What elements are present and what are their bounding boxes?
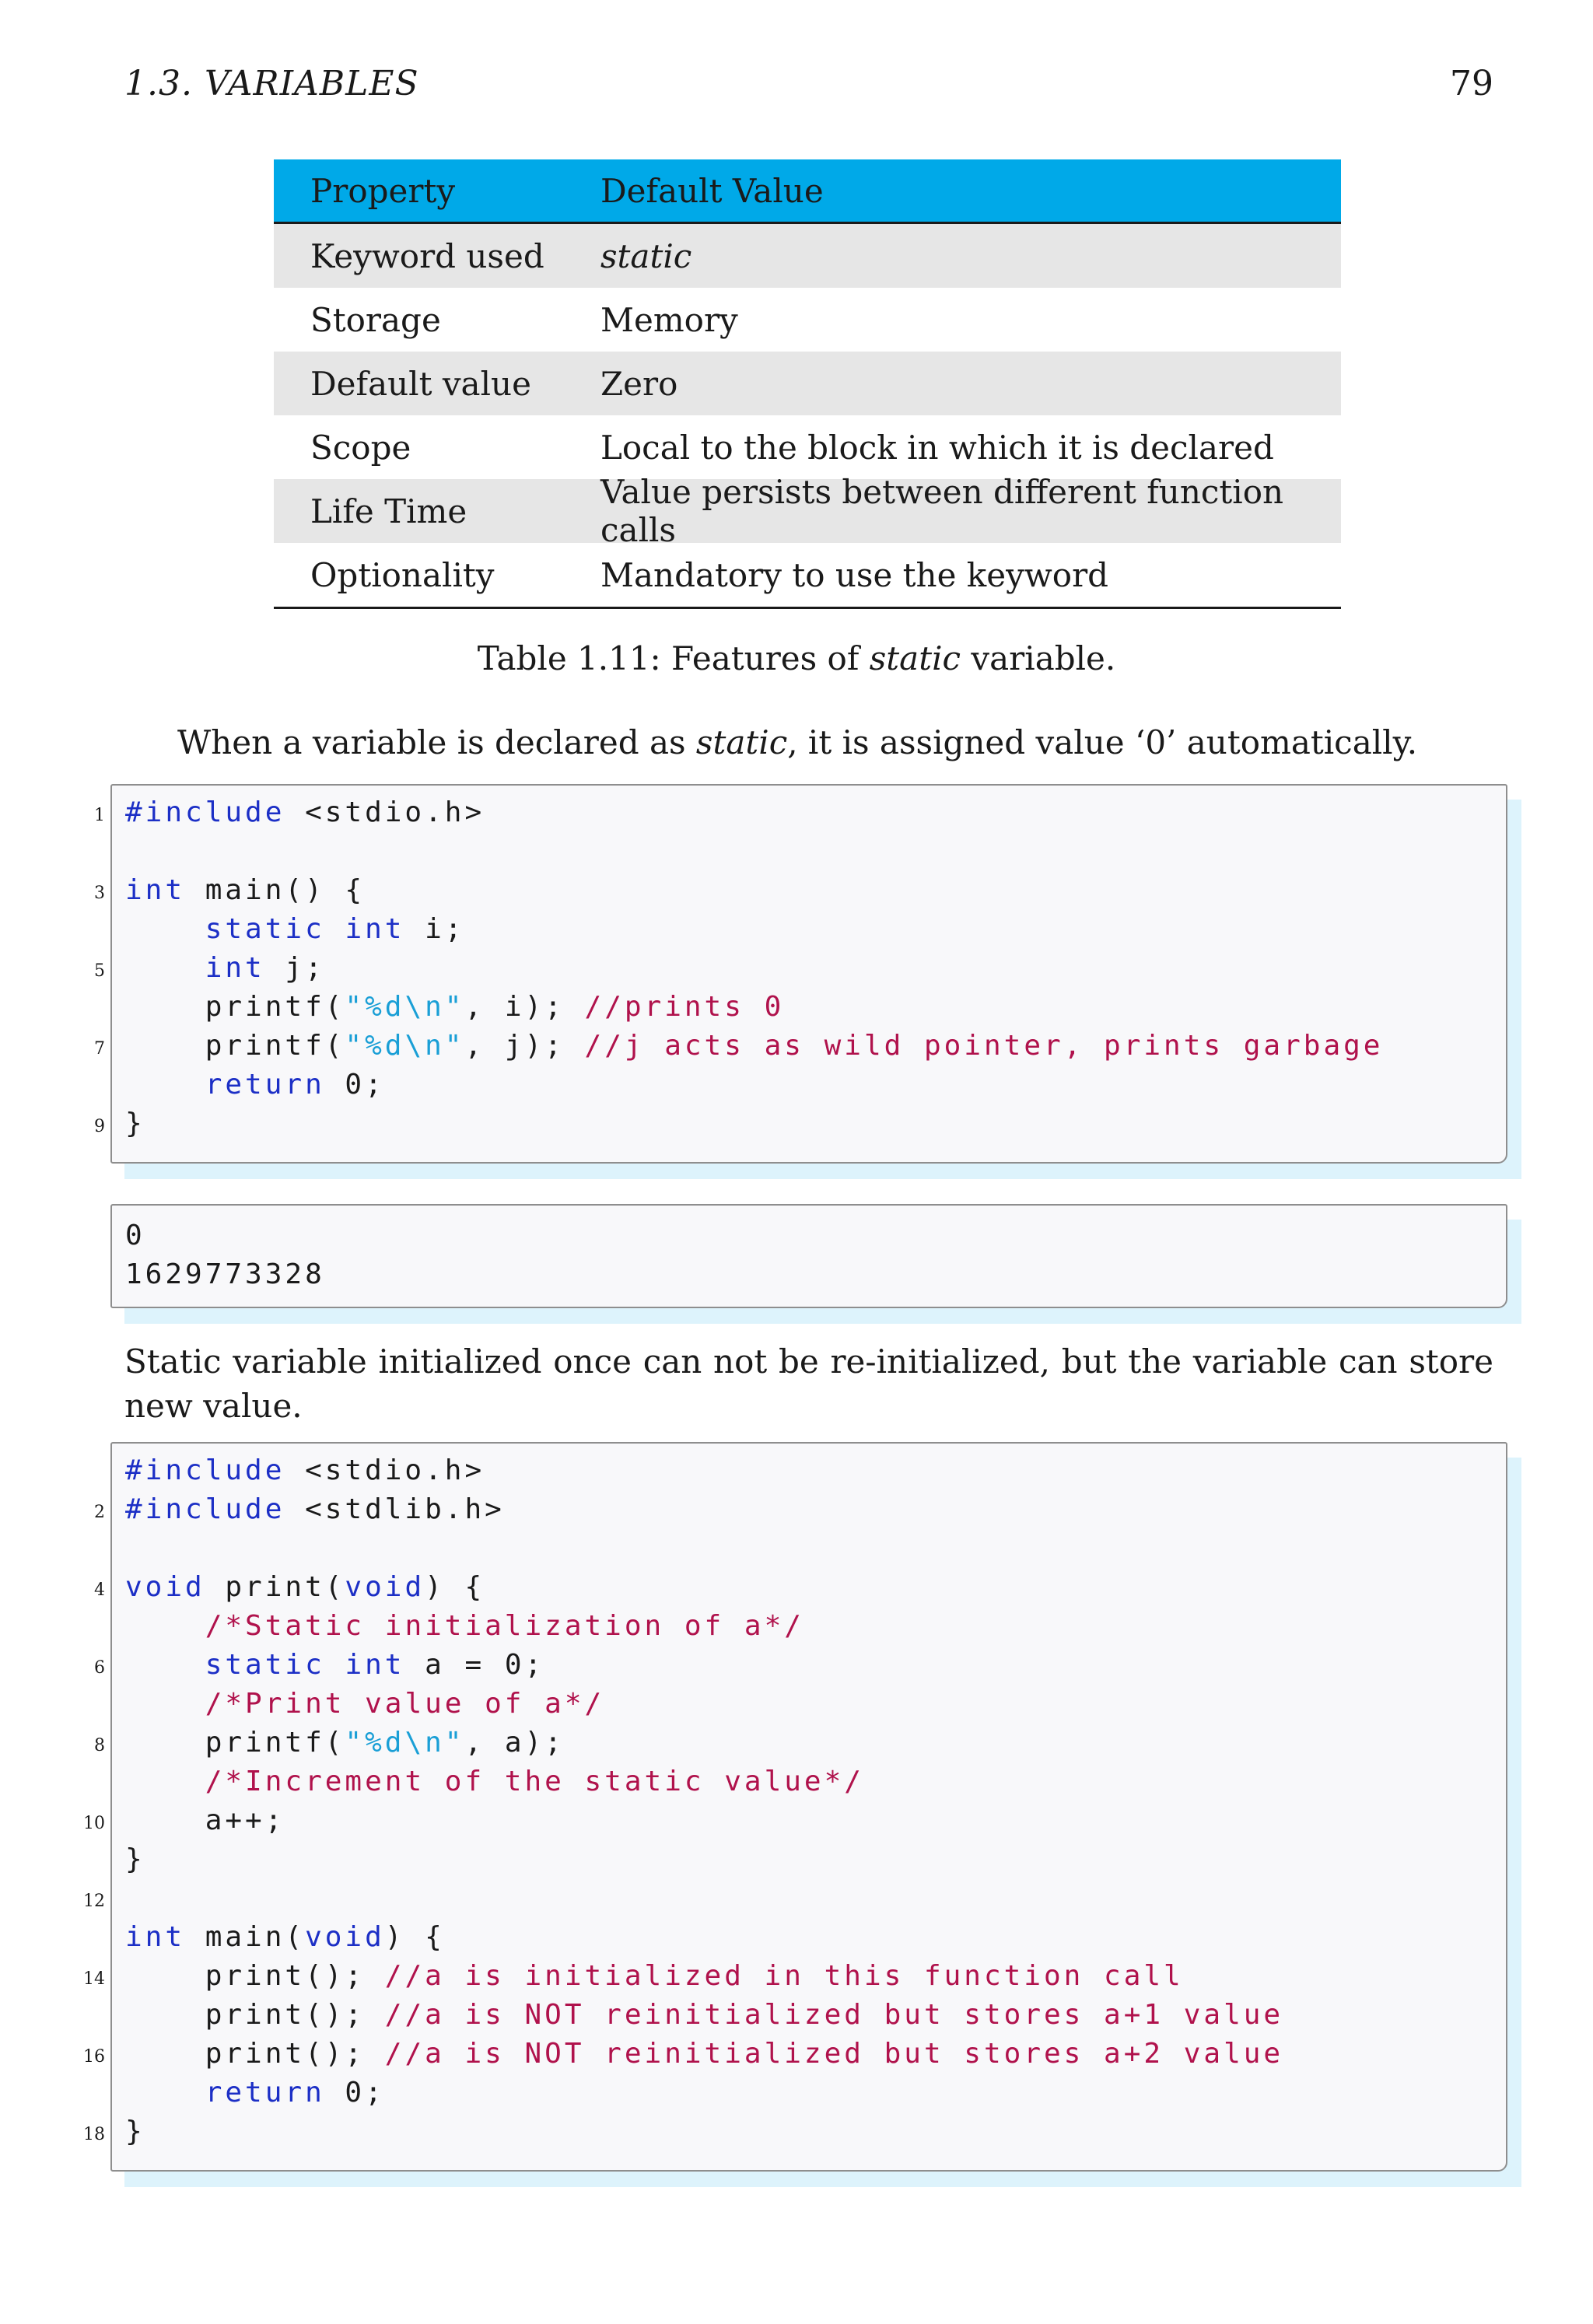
static-properties-table xyxy=(274,159,1341,609)
code-text xyxy=(125,952,205,984)
code-line xyxy=(125,1571,485,1603)
code-text xyxy=(125,1069,205,1101)
table-cell-property: Life Time xyxy=(310,492,467,530)
code-text: , a); xyxy=(464,1727,565,1759)
code-comment: //prints 0 xyxy=(584,991,785,1023)
code-text: print( xyxy=(205,1571,345,1603)
code-line xyxy=(125,1804,285,1836)
code-line xyxy=(125,2116,145,2147)
code-line xyxy=(125,1493,505,1525)
code-text: main() { xyxy=(185,874,366,906)
line-number: 1 xyxy=(94,806,105,825)
code-keyword: void xyxy=(305,1921,385,1953)
table-cell-value: static xyxy=(600,236,692,275)
code-comment: /*Print value of a*/ xyxy=(205,1688,605,1720)
paragraph-text-end: , it is assigned value ‘0’ automatically. xyxy=(787,723,1418,761)
caption-text-end: variable. xyxy=(961,639,1116,677)
code-line xyxy=(125,1108,145,1139)
code-line xyxy=(125,1999,1283,2031)
caption-italic-term: static xyxy=(869,639,961,677)
code-text: main( xyxy=(185,1921,306,1953)
table-cell-value: Value persists between different function calls xyxy=(600,473,1284,549)
code-keyword: int xyxy=(345,1649,405,1681)
code-line xyxy=(125,1766,864,1797)
code-text: print(); xyxy=(125,1960,385,1992)
table-cell-property: Scope xyxy=(310,428,411,467)
table-row xyxy=(274,224,1341,288)
line-number: 18 xyxy=(83,2125,105,2144)
code-text: , j); xyxy=(464,1030,585,1062)
line-number: 4 xyxy=(94,1580,105,1600)
table-row xyxy=(274,352,1341,415)
code-line xyxy=(125,1610,804,1642)
code-line xyxy=(125,1727,565,1759)
code-text: a = 0; xyxy=(404,1649,545,1681)
code-text: j; xyxy=(264,952,325,984)
output-line: 1629773328 xyxy=(125,1258,325,1290)
code-text: printf( xyxy=(125,991,345,1023)
code-text: 0; xyxy=(324,1069,385,1101)
page-number: 79 xyxy=(1450,64,1493,103)
code-comment: //a is NOT reinitialized but stores a+2 value xyxy=(384,2038,1284,2070)
code-keyword: static xyxy=(205,913,325,945)
code-line xyxy=(125,874,365,906)
code-text xyxy=(125,1610,205,1642)
code-keyword: #include xyxy=(125,1493,285,1525)
code-text: ) { xyxy=(384,1921,445,1953)
code-line xyxy=(125,2077,385,2109)
column-header-default-value: Default Value xyxy=(600,171,824,210)
code-line xyxy=(125,952,325,984)
code-line xyxy=(125,1688,604,1720)
code-text: } xyxy=(125,1843,145,1875)
caption-text: Table 1.11: Features of xyxy=(477,639,870,677)
code-line xyxy=(125,796,485,828)
code-text: printf( xyxy=(125,1030,345,1062)
code-text: 0; xyxy=(324,2077,385,2109)
line-number: 5 xyxy=(94,961,105,981)
code-text xyxy=(125,913,205,945)
table-cell-property: Keyword used xyxy=(310,236,544,275)
table-cell-property: Default value xyxy=(310,364,531,403)
code-string: "%d\n" xyxy=(345,991,465,1023)
code-comment: //a is NOT reinitialized but stores a+1 value xyxy=(384,1999,1284,2031)
code-line xyxy=(125,1069,385,1101)
table-bottom-rule xyxy=(274,607,1341,609)
paragraph-static-reinit: Static variable initialized once can not be re-initialized, but the variable can store new value. xyxy=(124,1342,1493,1425)
code-text: print(); xyxy=(125,2038,385,2070)
code-comment: //a is initialized in this function call xyxy=(384,1960,1184,1992)
output-line: 0 xyxy=(125,1220,145,1251)
table-caption xyxy=(0,639,1593,677)
code-comment: /*Increment of the static value*/ xyxy=(205,1766,864,1797)
line-number: 12 xyxy=(83,1892,105,1911)
program-output-box xyxy=(110,1204,1507,1308)
table-row xyxy=(274,415,1341,479)
code-text: <stdio.h> xyxy=(285,796,485,828)
code-text: print(); xyxy=(125,1999,385,2031)
code-keyword: void xyxy=(125,1571,205,1603)
running-header: 1.3. VARIABLES xyxy=(124,64,419,103)
code-text: i; xyxy=(404,913,465,945)
line-number: 3 xyxy=(94,884,105,903)
code-keyword: static xyxy=(205,1649,325,1681)
code-line xyxy=(125,1030,1383,1062)
table-row xyxy=(274,473,1341,549)
code-keyword: void xyxy=(345,1571,425,1603)
code-line xyxy=(125,991,784,1023)
code-keyword: int xyxy=(205,952,265,984)
code-text: ) { xyxy=(425,1571,485,1603)
code-line xyxy=(125,913,465,945)
code-keyword: return xyxy=(205,1069,325,1101)
code-text: printf( xyxy=(125,1727,345,1759)
table-row xyxy=(274,543,1341,607)
code-text xyxy=(325,913,345,945)
line-number: 16 xyxy=(83,2047,105,2067)
code-text: a++; xyxy=(125,1804,285,1836)
code-string: "%d\n" xyxy=(345,1030,465,1062)
code-keyword: int xyxy=(125,874,186,906)
code-text: , i); xyxy=(464,991,585,1023)
table-cell-property: Storage xyxy=(310,300,441,339)
code-keyword: #include xyxy=(125,1454,285,1486)
code-line xyxy=(125,1454,485,1486)
code-text xyxy=(125,2077,205,2109)
line-number: 10 xyxy=(83,1814,105,1833)
code-line xyxy=(125,1921,445,1953)
code-comment: /*Static initialization of a*/ xyxy=(205,1610,804,1642)
code-text: <stdio.h> xyxy=(285,1454,485,1486)
code-keyword: int xyxy=(345,913,405,945)
paragraph-static-default xyxy=(177,723,1417,761)
table-cell-value: Zero xyxy=(600,364,678,403)
code-comment: //j acts as wild pointer, prints garbage xyxy=(584,1030,1384,1062)
code-line xyxy=(125,1843,145,1875)
code-keyword: return xyxy=(205,2077,325,2109)
paragraph-italic-term: static xyxy=(695,723,788,761)
code-text: } xyxy=(125,1108,145,1139)
code-line xyxy=(125,1960,1184,1992)
line-number: 8 xyxy=(94,1736,105,1755)
code-text: <stdlib.h> xyxy=(285,1493,505,1525)
code-text: } xyxy=(125,2116,145,2147)
table-header-row xyxy=(274,159,1341,224)
table-cell-value: Mandatory to use the keyword xyxy=(600,555,1109,594)
code-text xyxy=(125,1766,205,1797)
table-cell-property: Optionality xyxy=(310,555,495,594)
line-number: 9 xyxy=(94,1117,105,1136)
table-row xyxy=(274,288,1341,352)
code-text xyxy=(125,1688,205,1720)
table-cell-value: Local to the block in which it is declared xyxy=(600,428,1274,467)
code-keyword: int xyxy=(125,1921,186,1953)
line-number: 2 xyxy=(94,1503,105,1522)
paragraph-text: When a variable is declared as xyxy=(177,723,696,761)
line-number: 6 xyxy=(94,1658,105,1678)
code-text xyxy=(125,1649,205,1681)
column-header-property: Property xyxy=(310,171,456,210)
code-line xyxy=(125,1649,544,1681)
code-line xyxy=(125,2038,1283,2070)
code-text xyxy=(325,1649,345,1681)
line-number: 7 xyxy=(94,1039,105,1059)
code-string: "%d\n" xyxy=(345,1727,465,1759)
line-number: 14 xyxy=(83,1969,105,1989)
table-cell-value: Memory xyxy=(600,300,738,339)
code-keyword: #include xyxy=(125,796,285,828)
